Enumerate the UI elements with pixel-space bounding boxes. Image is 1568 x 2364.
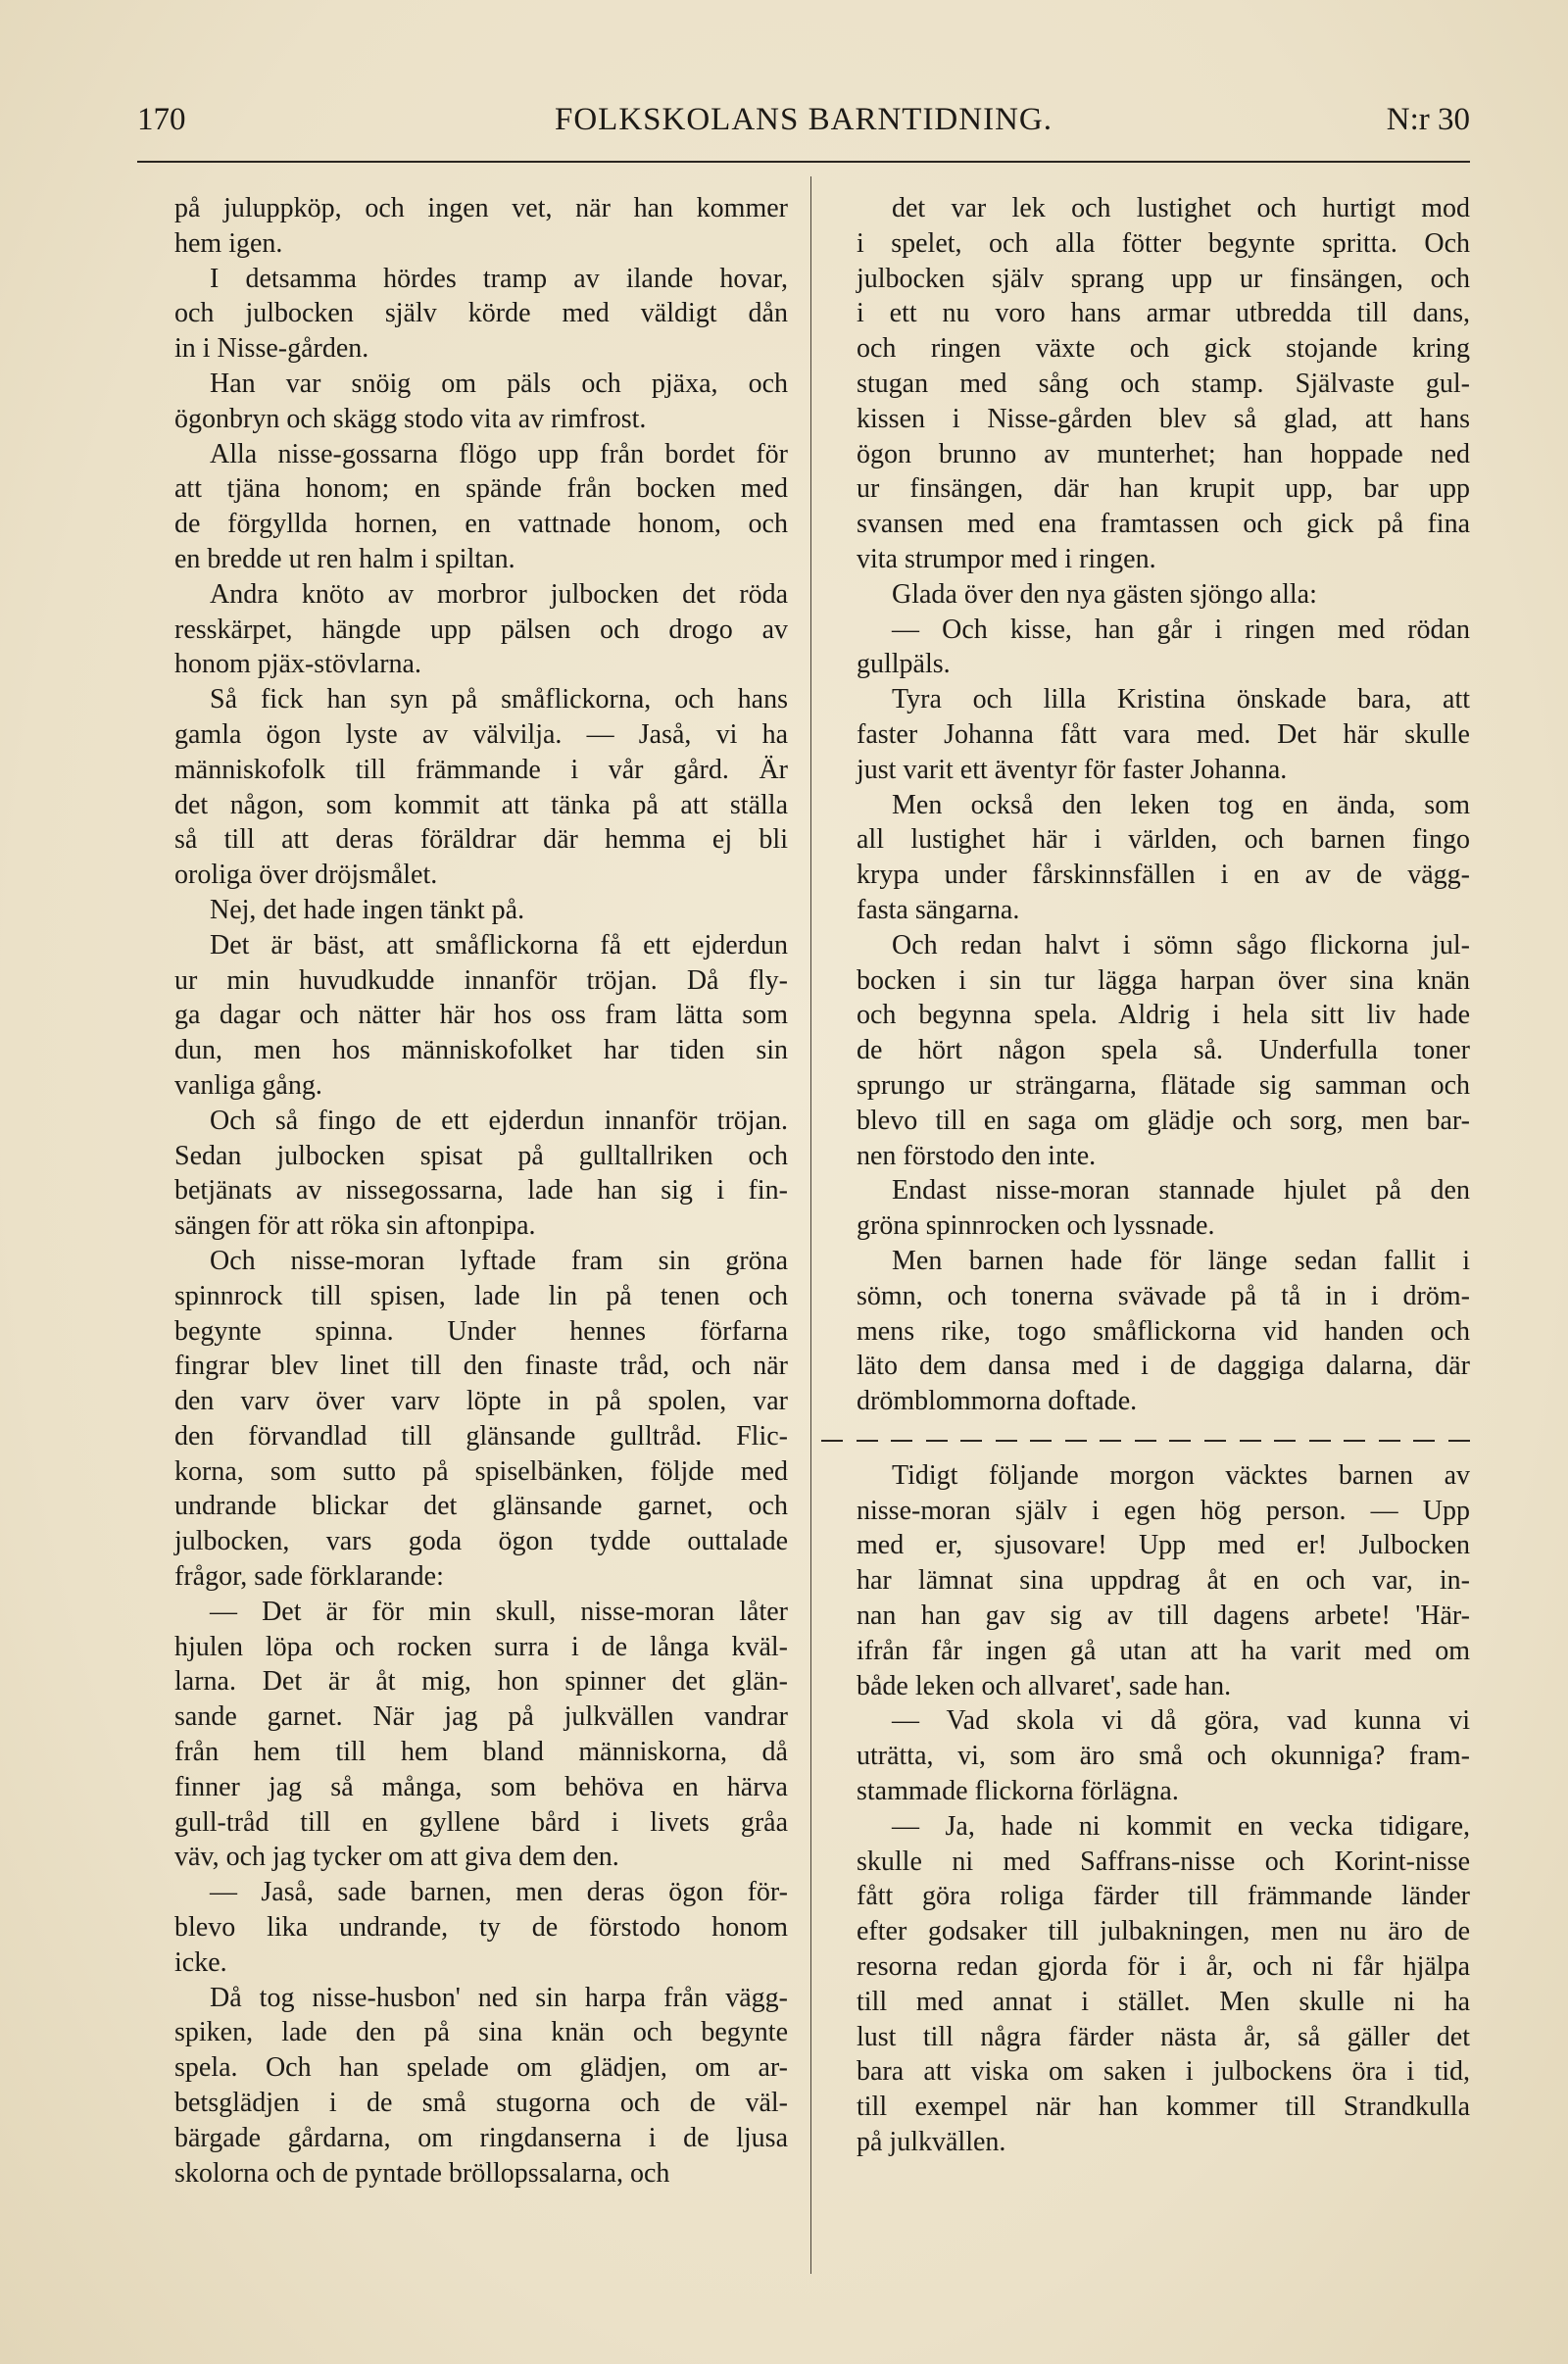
text-line: I detsamma hördes tramp av ilande hovar, [210,263,788,294]
paragraph [821,788,1470,928]
text-line: i spelet, och alla fötter begynte spritta. Och [857,227,1470,259]
paragraph [821,928,1470,1174]
text-line: ifrån får ingen gå utan att ha varit med om [857,1635,1470,1666]
text-line: vanliga gång. [174,1069,322,1101]
text-line: gröna spinnrocken och lyssnade. [857,1210,1215,1242]
text-line: undrande blickar det glänsande garnet, och [174,1491,788,1522]
right-column [821,191,1470,2160]
text-line: honom pjäx-stövlarna. [174,649,421,680]
text-line: uträtta, vi, som äro små och okunniga? fram- [857,1741,1470,1772]
text-line: bärgade gårdarna, om ringdanserna i de ljusa [174,2122,788,2153]
text-line: att tjäna honom; en spände från bocken med [174,473,788,505]
text-line: — Jaså, sade barnen, men deras ögon för- [210,1877,788,1908]
text-line: larna. Det är åt mig, hon spinner det glän- [174,1666,788,1698]
text-line: Men barnen hade för länge sedan fallit i [892,1245,1470,1276]
paragraph [139,893,788,928]
text-line: till med annat i stället. Men skulle ni ha [857,1986,1470,2017]
text-line: julbocken, vars goda ögon tydde outtalade [174,1526,788,1557]
text-line: de hört någon spela så. Underfulla toner [857,1035,1470,1066]
text-line: gamla ögon lyste av välvilja. — Jaså, vi ha [174,718,788,750]
text-line: julbocken själv sprang upp ur finsängen, och [857,263,1470,294]
text-line: Och redan halvt i sömn sågo flickorna jul- [892,929,1470,960]
text-line: ur finsängen, där han krupit upp, bar upp [857,473,1470,505]
text-line: i ett nu voro hans armar utbredda till dans, [857,298,1470,329]
text-line: de förgyllda hornen, en vattnade honom, och [174,509,788,540]
text-line: sande garnet. När jag på julkvällen vandrar [174,1701,788,1733]
text-line: oroliga över dröjsmålet. [174,860,438,891]
paragraph [139,1875,788,1980]
paragraph [821,577,1470,613]
text-line: dun, men hos människofolket har tiden sin [174,1035,788,1066]
text-line: den förvandlad till glänsande gulltråd. Flic- [174,1420,788,1452]
paragraph [139,191,788,262]
paragraph [139,1104,788,1244]
text-line: lust till några färder nästa år, så gäller det [857,2021,1470,2052]
paragraph [821,1703,1470,1808]
text-line: läto dem dansa med i de daggiga dalarna, där [857,1351,1470,1382]
text-line: icke. [174,1946,227,1978]
text-line: begynte spinna. Under hennes förfarna [174,1315,788,1347]
text-line: och begynna spela. Aldrig i hela sitt liv hade [857,1000,1470,1031]
text-line: Tyra och lilla Kristina önskade bara, att [892,684,1470,715]
paragraph [821,1458,1470,1704]
text-line: spela. Och han spelade om glädjen, om ar- [174,2052,788,2084]
header-rule [137,161,1470,163]
paragraph [821,613,1470,683]
text-line: gullpäls. [857,649,951,680]
text-line: både leken och allvaret', sade han. [857,1670,1232,1701]
text-line: Och nisse-moran lyftade fram sin gröna [210,1245,788,1276]
text-line: människofolk till främmande i vår gård. Är [174,754,788,785]
text-line: nisse-moran själv i egen hög person. — Upp [857,1495,1470,1526]
text-line: en bredde ut ren halm i spiltan. [174,543,515,574]
text-line: all lustighet här i världen, och barnen fingo [857,824,1470,856]
text-line: Så fick han syn på småflickorna, och hans [210,684,788,715]
text-line: till exempel när han kommer till Strandkulla [857,2092,1470,2123]
text-line: Nej, det hade ingen tänkt på. [210,894,525,925]
text-line: så till att deras föräldrar där hemma ej bli [174,824,788,856]
text-line: Men också den leken tog en ända, som [892,789,1470,820]
right-column-part-a [821,191,1470,1419]
text-line: spinnrock till spisen, lade lin på tenen och [174,1280,788,1311]
text-line: bara att viska om saken i julbockens öra i tid, [857,2056,1470,2088]
text-line: på juluppköp, och ingen vet, när han kommer [174,193,788,223]
text-line: just varit ett äventyr för faster Johanna. [857,754,1288,785]
left-column [139,191,788,2191]
text-line: nan han gav sig av till dagens arbete! 'Här- [857,1601,1470,1632]
text-line: väv, och jag tycker om att giva dem den. [174,1842,619,1873]
text-line: ögon brunno av munterhet; han hoppade ned [857,438,1470,469]
text-line: spiken, lade den på sina knän och begynte [174,2017,788,2048]
text-line: fått göra roliga färder till främmande länder [857,1881,1470,1912]
paragraph [139,1244,788,1595]
text-line: och ringen växte och gick stojande kring [857,333,1470,365]
text-line: — Det är för min skull, nisse-moran låter [210,1596,788,1627]
text-line: stugan med sång och stamp. Självaste gul- [857,368,1470,399]
text-line: bocken i sin tur lägga harpan över sina knän [857,964,1470,996]
text-line: korna, som sutto på spiselbänken, följde med [174,1455,788,1487]
text-line: Glada över den nya gästen sjöngo alla: [892,578,1317,610]
text-line: krypa under fårskinnsfällen i en av de vägg- [857,860,1470,891]
text-line: den varv över varv löpte in på spolen, var [174,1386,788,1417]
text-line: — Ja, hade ni kommit en vecka tidigare, [892,1810,1470,1842]
text-line: in i Nisse-gården. [174,333,369,365]
text-line: frågor, sade förklarande: [174,1561,444,1593]
text-line: hem igen. [174,227,283,259]
text-line: Han var snöig om päls och pjäxa, och [210,368,788,399]
text-line: från hem till hem bland människorna, då [174,1737,788,1768]
text-line: Tidigt följande morgon väcktes barnen av [892,1459,1470,1491]
text-line: vita strumpor med i ringen. [857,543,1156,574]
publication-title: FOLKSKOLANS BARNTIDNING. [554,102,1053,137]
paragraph [139,1981,788,2192]
paragraph [139,367,788,437]
text-line: fingrar blev linet till den finaste tråd, och när [174,1351,788,1382]
page-number: 170 [137,102,186,137]
text-line: och julbocken själv körde med väldigt dån [174,298,788,329]
paragraph [821,1809,1470,2160]
right-column-part-b [821,1458,1470,2160]
column-divider [810,176,811,2274]
text-line: fasta sängarna. [857,894,1020,925]
paragraph [139,437,788,577]
paragraph [139,262,788,367]
issue-number: N:r 30 [1386,102,1470,137]
text-line: gull-tråd till en gyllene bård i livets gråa [174,1806,788,1838]
paragraph [139,682,788,893]
text-line: sömn, och tonerna svävade på tå in i dröm- [857,1280,1470,1311]
text-line: betjänats av nissegossarna, lade han sig i fin- [174,1175,788,1207]
text-line: sprungo ur strängarna, flätade sig samman och [857,1069,1470,1101]
text-line: ögonbryn och skägg stodo vita av rimfrost. [174,403,647,434]
text-line: sängen för att röka sin aftonpipa. [174,1210,536,1242]
text-line: resskärpet, hängde upp pälsen och drogo av [174,614,788,645]
paragraph [821,682,1470,787]
paragraph [821,1173,1470,1244]
paragraph [821,1244,1470,1419]
text-line: skolorna och de pyntade bröllopssalarna, och [174,2157,670,2189]
text-line: med er, sjusovare! Upp med er! Julbocken [857,1530,1470,1561]
text-line: det någon, som kommit att tänka på att ställa [174,789,788,820]
text-line: drömblommorna doftade. [857,1386,1138,1417]
text-line: Det är bäst, att småflickorna få ett ejderdun [210,929,788,960]
text-line: Endast nisse-moran stannade hjulet på den [892,1175,1470,1207]
text-line: betsglädjen i de små stugorna och de väl- [174,2088,788,2119]
text-line: hjulen löpa och rocken surra i de långa kväl- [174,1631,788,1662]
text-line: — Vad skola vi då göra, vad kunna vi [892,1705,1470,1737]
page-header [137,94,1470,153]
text-line: resorna redan gjorda för i år, och ni får hjälpa [857,1951,1470,1983]
text-line: det var lek och lustighet och hurtigt mod [892,193,1470,223]
text-line: Alla nisse-gossarna flögo upp från bordet för [210,438,788,469]
text-line: blevo lika undrande, ty de förstodo honom [174,1912,788,1944]
text-line: ur min huvudkudde innanför tröjan. Då fly- [174,964,788,996]
text-line: skulle ni med Saffrans-nisse och Korint-nisse [857,1846,1470,1877]
text-line: Sedan julbocken spisat på gulltallriken och [174,1140,788,1171]
text-line: svansen med ena framtassen och gick på fina [857,509,1470,540]
text-line: har lämnat sina uppdrag åt en och var, in- [857,1565,1470,1597]
text-line: ga dagar och nätter här hos oss fram lätta som [174,1000,788,1031]
section-separator [821,1429,1470,1453]
text-line: kissen i Nisse-gården blev så glad, att hans [857,403,1470,434]
text-line: mens rike, togo småflickorna vid handen och [857,1315,1470,1347]
paragraph [821,191,1470,577]
text-line: på julkvällen. [857,2127,1006,2158]
text-line: stammade flickorna förlägna. [857,1776,1179,1807]
text-line: Andra knöto av morbror julbocken det röda [210,578,788,610]
text-line: blevo till en saga om glädje och sorg, men bar- [857,1105,1470,1136]
paragraph [139,577,788,682]
text-line: nen förstodo den inte. [857,1140,1097,1171]
text-line: Då tog nisse-husbon' ned sin harpa från vägg- [210,1982,788,2013]
paragraph [139,928,788,1104]
paragraph [139,1595,788,1875]
text-line: faster Johanna fått vara med. Det här skulle [857,718,1470,750]
text-line: finner jag så många, som behöva en härva [174,1771,788,1802]
text-line: efter godsaker till julbakningen, men nu äro de [857,1916,1470,1947]
text-line: — Och kisse, han går i ringen med rödan [892,614,1470,645]
text-line: Och så fingo de ett ejderdun innanför tröjan. [210,1105,788,1136]
